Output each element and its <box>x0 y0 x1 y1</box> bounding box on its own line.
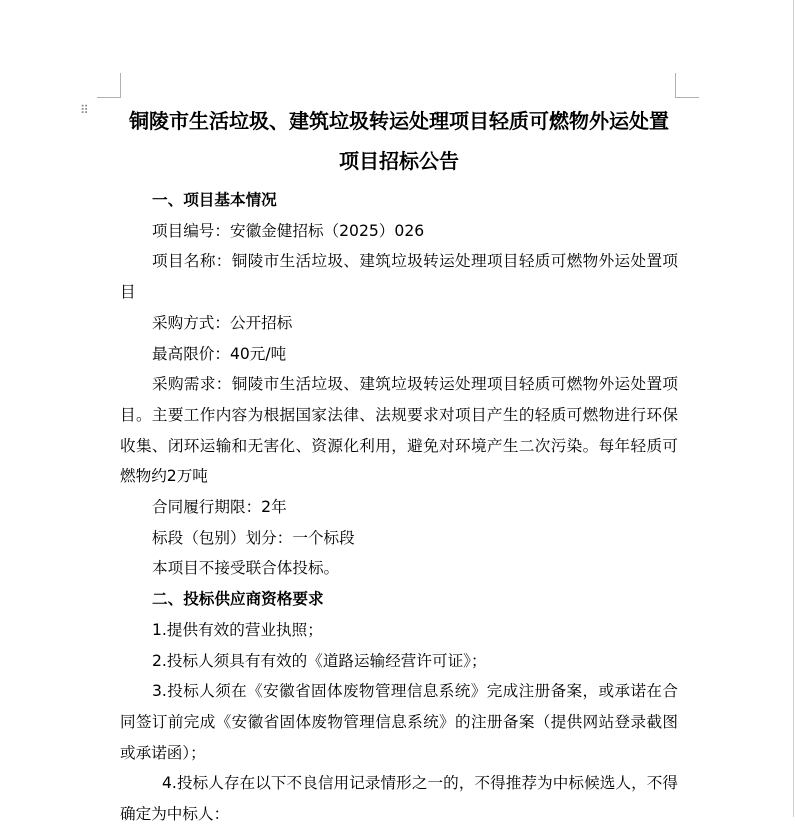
paragraph: 标段（包别）划分：一个标段 <box>152 528 355 547</box>
paragraph: 采购方式：公开招标 <box>152 313 293 332</box>
paragraph: 最高限价：40元/吨 <box>152 344 287 363</box>
margin-corner-mark-top-left <box>97 73 121 98</box>
paragraph: 本项目不接受联合体投标。 <box>152 559 340 578</box>
paragraph: 项目名称：铜陵市生活垃圾、建筑垃圾转运处理项目轻质可燃物外运处置项目 <box>120 252 678 302</box>
document-title: 铜陵市生活垃圾、建筑垃圾转运处理项目轻质可燃物外运处置项目招标公告 <box>129 109 669 173</box>
section-heading: 二、投标供应商资格要求 <box>152 590 324 609</box>
document-body <box>120 101 678 830</box>
paragraph: 3.投标人须在《安徽省固体废物管理信息系统》完成注册备案，或承诺在合同签订前完成《安徽省固体废物管理信息系统》的注册备案（提供网站登录截图或承诺函）； <box>120 682 678 762</box>
section-heading: 一、项目基本情况 <box>152 191 277 209</box>
paragraph: 项目编号：安徽金健招标（2025）026 <box>152 221 425 240</box>
paragraph: 1.提供有效的营业执照； <box>152 620 323 639</box>
paragraph: 4.投标人存在以下不良信用记录情形之一的，不得推荐为中标候选人，不得确定为中标人： <box>120 774 678 824</box>
paragraph: 2.投标人须具有有效的《道路运输经营许可证》； <box>152 651 487 670</box>
drag-handle-icon[interactable]: ⠿ <box>80 103 88 117</box>
paragraph: 采购需求：铜陵市生活垃圾、建筑垃圾转运处理项目轻质可燃物外运处置项目。主要工作内容为根据国家法律、法规要求对项目产生的轻质可燃物进行环保收集、闭环运输和无害化、资源化利用，避免对环境产生二次污染。每年轻质可燃物约2万吨 <box>120 375 678 486</box>
paragraph: 合同履行期限：2年 <box>152 498 287 517</box>
margin-corner-mark-top-right <box>675 73 699 98</box>
